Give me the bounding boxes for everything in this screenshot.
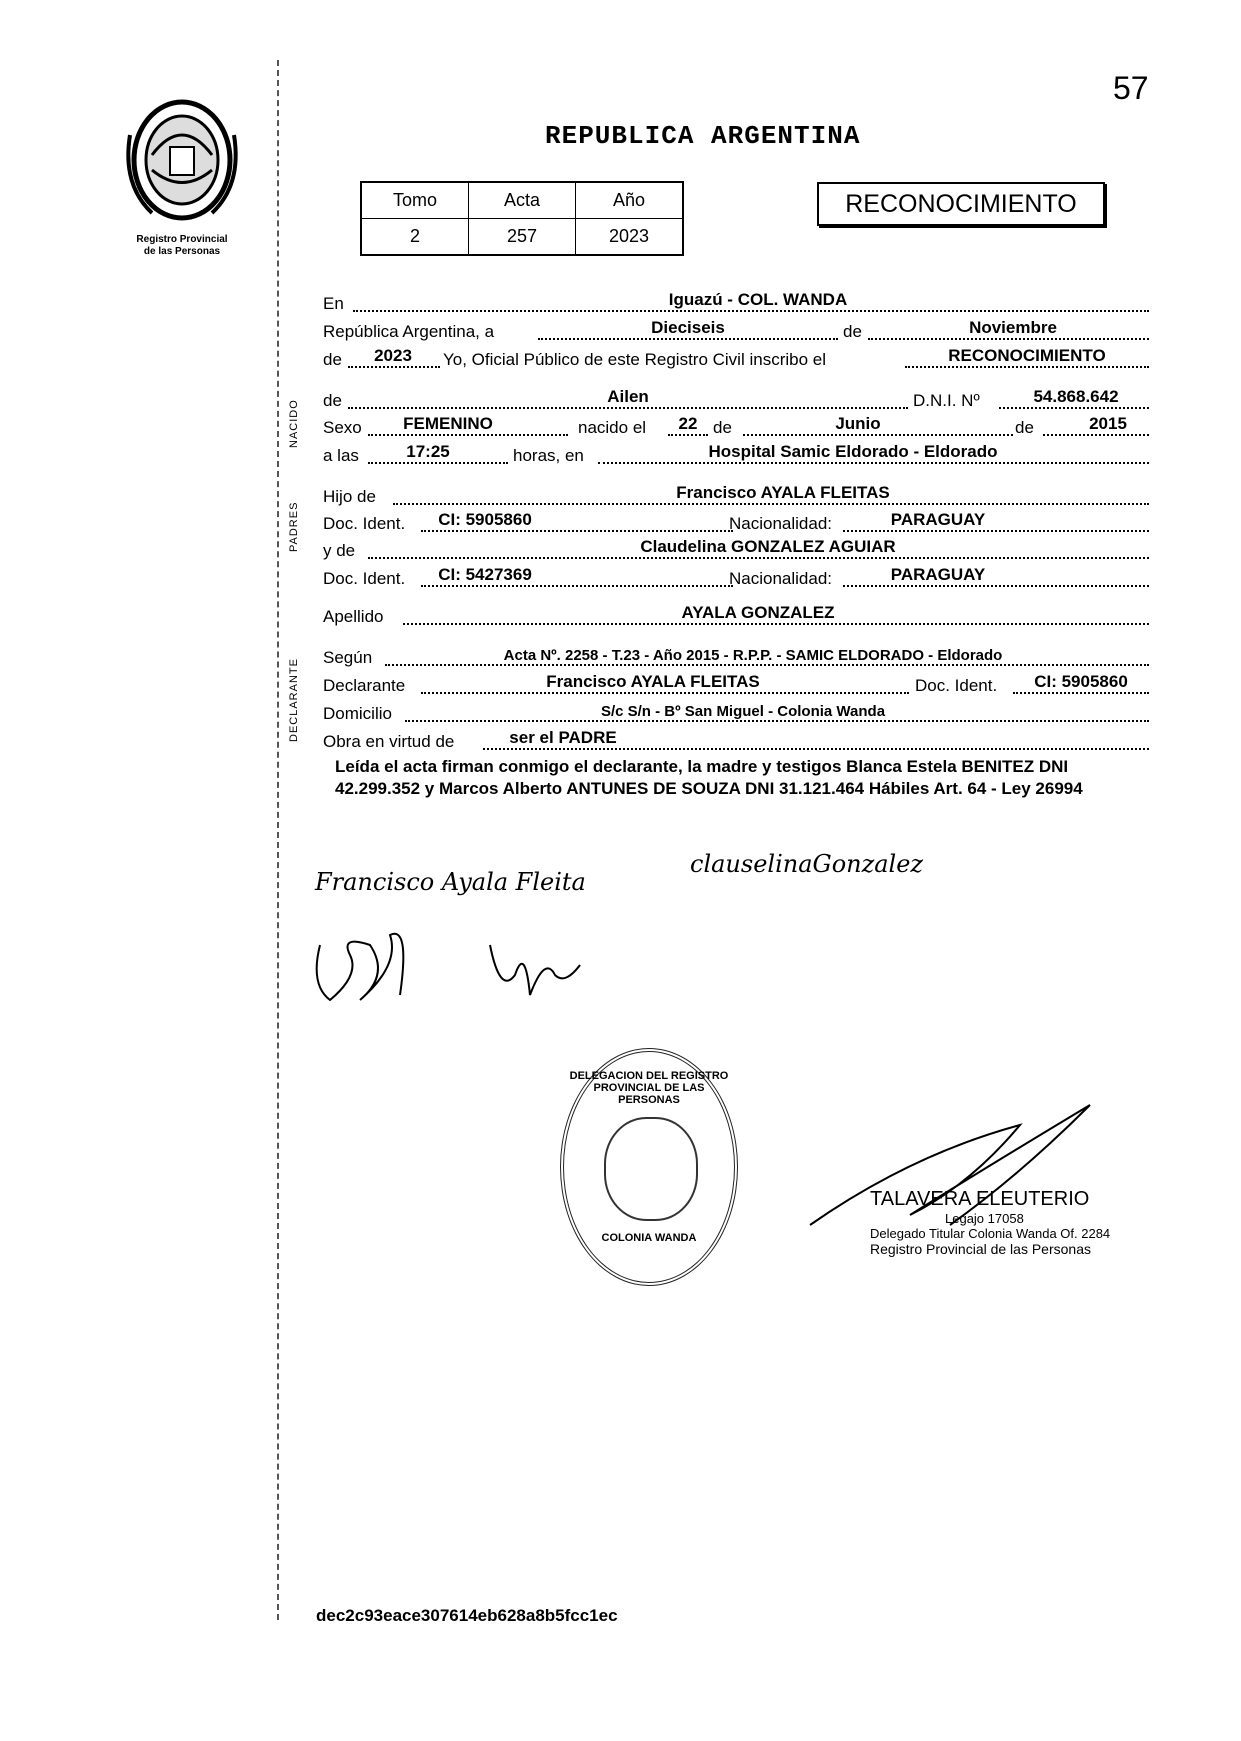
month-value: Noviembre	[969, 318, 1057, 337]
witness-signatures-icon	[300, 905, 600, 1015]
record-table	[360, 181, 684, 256]
form-row-act: de 2023 Yo, Oficial Público de este Registro Civil inscribo el RECONOCIMIENTO	[323, 346, 1149, 372]
form-row-surname: Apellido AYALA GONZALEZ	[323, 603, 1149, 629]
closing-statement: Leída el acta firman conmigo el declarante, la madre y testigos Blanca Estela BENITEZ DNI 42.299.352 y Marcos Alberto ANTUNES DE SOUZA DNI 31.121.464 Hábiles Art. 64 - Ley 26994	[335, 757, 1083, 798]
coat-of-arms-icon	[112, 95, 252, 225]
side-label-declarant: DECLARANTE	[288, 658, 300, 742]
form-row-date: República Argentina, a Dieciseis de Noviembre	[323, 318, 1149, 344]
basis-value: ser el PADRE	[509, 728, 617, 747]
official-name: TALAVERA ELEUTERIO	[870, 1188, 1090, 1210]
birth-place-value: Hospital Samic Eldorado - Eldorado	[708, 442, 998, 461]
dni-value: 54.868.642	[1033, 387, 1119, 406]
year-value: 2023	[374, 346, 412, 365]
place-value: Iguazú - COL. WANDA	[668, 290, 848, 309]
form-row-declarant: Declarante Francisco AYALA FLEITAS Doc. Ident. CI: 5905860	[323, 672, 1149, 698]
registry-logo	[112, 95, 252, 258]
mother-nationality-value: PARAGUAY	[890, 565, 986, 584]
logo-caption: Registro Provincial de las Personas	[136, 234, 228, 257]
declarant-value: Francisco AYALA FLEITAS	[546, 672, 760, 691]
father-doc-value: CI: 5905860	[438, 510, 532, 529]
seal-emblem	[604, 1117, 698, 1221]
birth-year-value: 2015	[1089, 414, 1127, 433]
father-signature: Francisco Ayala Fleita	[315, 868, 586, 896]
birth-month-value: Junio	[835, 414, 881, 433]
table-header: Año	[576, 182, 684, 219]
page-title: REPUBLICA ARGENTINA	[545, 121, 861, 151]
form-row-address: Domicilio S/c S/n - Bº San Miguel - Colonia Wanda	[323, 700, 1149, 726]
form-row-mother-doc: Doc. Ident. CI: 5427369 Nacionalidad: PARAGUAY	[323, 565, 1149, 591]
form-row-father: Hijo de Francisco AYALA FLEITAS	[323, 483, 1149, 509]
document-type-box: RECONOCIMIENTO	[817, 182, 1105, 226]
page-number: 57	[1113, 70, 1149, 106]
official-seal: DELEGACION DEL REGISTRO PROVINCIAL DE LAS PERSONAS COLONIA WANDA	[560, 1048, 738, 1286]
form-row-name: de Ailen D.N.I. Nº 54.868.642	[323, 387, 1149, 413]
table-cell: 2	[361, 219, 469, 256]
mother-doc-value: CI: 5427369	[438, 565, 532, 584]
father-nationality-value: PARAGUAY	[890, 510, 986, 529]
official-legajo: Legajo 17058	[945, 1211, 1024, 1226]
sex-value: FEMENINO	[403, 414, 493, 433]
table-header: Tomo	[361, 182, 469, 219]
table-header: Acta	[469, 182, 576, 219]
form-row-basis: Obra en virtud de ser el PADRE	[323, 728, 1149, 754]
surname-value: AYALA GONZALEZ	[681, 603, 835, 622]
mother-signature: clauselinaGonzalez	[690, 850, 924, 878]
address-value: S/c S/n - Bº San Miguel - Colonia Wanda	[600, 703, 886, 720]
form-row-place: En Iguazú - COL. WANDA	[323, 290, 1149, 316]
birth-time-value: 17:25	[406, 442, 450, 461]
father-name-value: Francisco AYALA FLEITAS	[676, 483, 890, 502]
mother-name-value: Claudelina GONZALEZ AGUIAR	[640, 537, 896, 556]
document-hash: dec2c93eace307614eb628a8b5fcc1ec	[316, 1606, 618, 1625]
side-label-parents: PADRES	[288, 501, 300, 552]
side-label-born: NACIDO	[288, 399, 300, 448]
according-value: Acta Nº. 2258 - T.23 - Año 2015 - R.P.P. - SAMIC ELDORADO - Eldorado	[503, 647, 1003, 664]
table-cell: 257	[469, 219, 576, 256]
official-org: Registro Provincial de las Personas	[870, 1241, 1091, 1257]
form-row-mother: y de Claudelina GONZALEZ AGUIAR	[323, 537, 1149, 563]
table-cell: 2023	[576, 219, 684, 256]
official-title: Delegado Titular Colonia Wanda Of. 2284	[870, 1226, 1111, 1241]
form-row-birth: Sexo FEMENINO nacido el 22 de Junio de 2015	[323, 414, 1149, 440]
child-name-value: Ailen	[607, 387, 649, 406]
act-type-value: RECONOCIMIENTO	[948, 346, 1106, 365]
form-row-time-place: a las 17:25 horas, en Hospital Samic Eldorado - Eldorado	[323, 442, 1149, 468]
day-value: Dieciseis	[651, 318, 725, 337]
birth-day-value: 22	[678, 414, 698, 433]
margin-line	[277, 60, 279, 1620]
official-block	[870, 1188, 1110, 1257]
declarant-doc-value: CI: 5905860	[1034, 672, 1128, 691]
form-row-father-doc: Doc. Ident. CI: 5905860 Nacionalidad: PARAGUAY	[323, 510, 1149, 536]
form-row-according: Según Acta Nº. 2258 - T.23 - Año 2015 - R.P.P. - SAMIC ELDORADO - Eldorado	[323, 644, 1149, 670]
